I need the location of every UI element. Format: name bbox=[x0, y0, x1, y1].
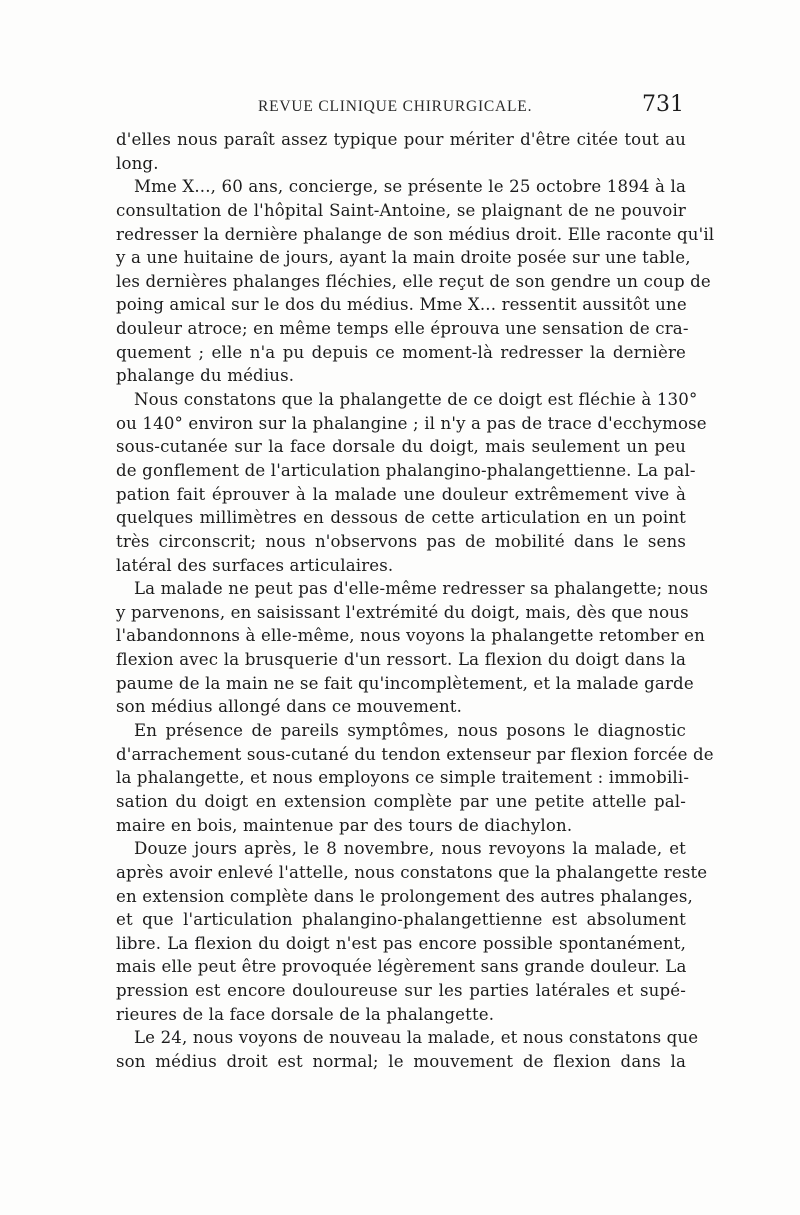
text-line: redresser la dernière phalange de son médius droit. Elle raconte qu'il bbox=[116, 224, 715, 244]
body-text bbox=[116, 128, 715, 1074]
running-title: REVUE CLINIQUE CHIRURGICALE. bbox=[258, 98, 533, 115]
text-line: d'arrachement sous-cutané du tendon extenseur par flexion forcée de bbox=[116, 744, 714, 764]
text-line: son médius allongé dans ce mouvement. bbox=[116, 697, 463, 717]
text-line: pression est encore douloureuse sur les parties latérales et supé- bbox=[116, 981, 686, 1001]
text-line: Le 24, nous voyons de nouveau la malade, et nous constatons que bbox=[134, 1028, 699, 1048]
text-line: La malade ne peut pas d'elle-même redresser sa phalangette; nous bbox=[134, 579, 709, 599]
text-line: de gonflement de l'articulation phalangino-phalangettienne. La pal- bbox=[116, 460, 696, 480]
text-line: quelques millimètres en dessous de cette articulation en un point bbox=[116, 508, 686, 528]
text-line: En présence de pareils symptômes, nous posons le diagnostic bbox=[134, 721, 686, 741]
text-line: Douze jours après, le 8 novembre, nous revoyons la malade, et bbox=[134, 839, 686, 859]
text-line: y a une huitaine de jours, ayant la main droite posée sur une table, bbox=[116, 248, 691, 268]
text-line: sous-cutanée sur la face dorsale du doigt, mais seulement un peu bbox=[116, 437, 686, 457]
text-line: maire en bois, maintenue par des tours de diachylon. bbox=[116, 815, 573, 835]
text-line: poing amical sur le dos du médius. Mme X... ressentit aussitôt une bbox=[116, 295, 687, 315]
text-line: d'elles nous paraît assez typique pour mériter d'être citée tout au bbox=[116, 130, 686, 149]
text-line: libre. La flexion du doigt n'est pas encore possible spontanément, bbox=[116, 933, 686, 953]
text-line: en extension complète dans le prolongement des autres phalanges, bbox=[116, 886, 693, 906]
text-line: Mme X..., 60 ans, concierge, se présente le 25 octobre 1894 à la bbox=[134, 177, 686, 197]
text-line: après avoir enlevé l'attelle, nous constatons que la phalangette reste bbox=[116, 862, 708, 882]
text-line: ou 140° environ sur la phalangine ; il n'y a pas de trace d'ecchymose bbox=[116, 413, 707, 433]
text-line: Nous constatons que la phalangette de ce doigt est fléchie à 130° bbox=[134, 390, 698, 410]
text-line: très circonscrit; nous n'observons pas de mobilité dans le sens bbox=[116, 531, 686, 551]
text-line: flexion avec la brusquerie d'un ressort. La flexion du doigt dans la bbox=[116, 650, 686, 670]
text-line: et que l'articulation phalangino-phalangettienne est absolument bbox=[116, 910, 686, 930]
text-line: l'abandonnons à elle-même, nous voyons la phalangette retomber en bbox=[116, 626, 705, 646]
text-line: latéral des surfaces articulaires. bbox=[116, 555, 394, 575]
text-line: la phalangette, et nous employons ce simple traitement : immobili- bbox=[116, 768, 690, 788]
text-line: les dernières phalanges fléchies, elle reçut de son gendre un coup de bbox=[116, 271, 711, 291]
page-header bbox=[118, 92, 684, 122]
text-line: douleur atroce; en même temps elle éprouva une sensation de cra- bbox=[116, 319, 689, 339]
text-line: pation fait éprouver à la malade une douleur extrêmement vive à bbox=[116, 484, 686, 504]
text-line: sation du doigt en extension complète par une petite attelle pal- bbox=[116, 791, 686, 811]
text-line: long. bbox=[116, 153, 159, 173]
text-line: y parvenons, en saisissant l'extrémité du doigt, mais, dès que nous bbox=[116, 602, 689, 622]
text-line: phalange du médius. bbox=[116, 366, 295, 386]
text-line: mais elle peut être provoquée légèrement sans grande douleur. La bbox=[116, 957, 687, 977]
text-line: quement ; elle n'a pu depuis ce moment-là redresser la dernière bbox=[116, 342, 686, 362]
text-line: paume de la main ne se fait qu'incomplètement, et la malade garde bbox=[116, 673, 694, 693]
text-line: rieures de la face dorsale de la phalangette. bbox=[116, 1004, 495, 1024]
text-line: consultation de l'hôpital Saint-Antoine, se plaignant de ne pouvoir bbox=[116, 200, 686, 220]
text-line: son médius droit est normal; le mouvement de flexion dans la bbox=[116, 1051, 686, 1071]
page-number: 731 bbox=[642, 92, 684, 117]
